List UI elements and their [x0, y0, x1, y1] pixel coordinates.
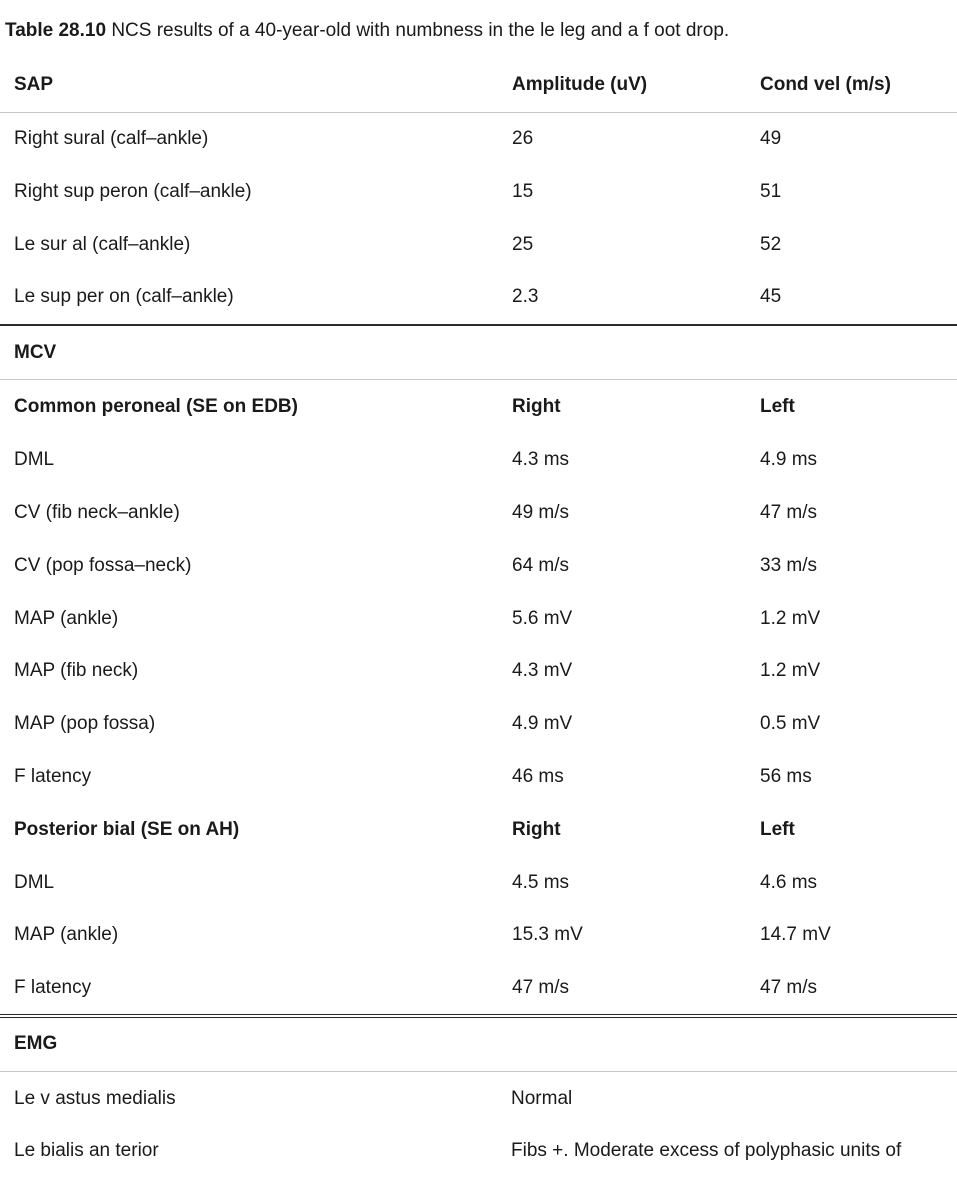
row-label: CV (fib neck–ankle) [14, 502, 180, 523]
right-value: 4.5 ms [512, 872, 570, 893]
muscle-label: Le v astus medialis [14, 1088, 176, 1109]
right-value: 5.6 mV [512, 608, 573, 629]
row-label: Le sup per on (calf–ankle) [14, 286, 234, 307]
muscle-label: Le bialis an terior [14, 1140, 159, 1161]
cond-vel-header: Cond vel (m/s) [760, 74, 891, 95]
right-value: 4.3 mV [512, 660, 573, 681]
left-value: 1.2 mV [760, 608, 821, 629]
left-value: 4.6 ms [760, 872, 818, 893]
cond-vel-value: 45 [760, 286, 782, 307]
section-divider [0, 1014, 957, 1018]
row-label: Right sural (calf–ankle) [14, 128, 209, 149]
row-label: F latency [14, 766, 92, 787]
divider [0, 1071, 957, 1072]
cond-vel-value: 49 [760, 128, 782, 149]
left-value: 4.9 ms [760, 449, 818, 470]
right-value: 49 m/s [512, 502, 570, 523]
amplitude-header: Amplitude (uV) [512, 74, 648, 95]
amplitude-value: 15 [512, 181, 534, 202]
left-value: 0.5 mV [760, 713, 821, 734]
right-value: 46 ms [512, 766, 564, 787]
right-header: Right [512, 819, 561, 840]
emg-finding: Fibs +. Moderate excess of polyphasic units of [511, 1140, 902, 1161]
right-value: 4.9 mV [512, 713, 573, 734]
row-label: Right sup peron (calf–ankle) [14, 181, 252, 202]
row-label: MAP (fib neck) [14, 660, 139, 681]
mcv-header-label: MCV [14, 342, 57, 363]
row-label: DML [14, 449, 55, 470]
left-header: Left [760, 396, 795, 417]
section-divider [0, 324, 957, 326]
right-value: 64 m/s [512, 555, 570, 576]
emg-finding: Normal [511, 1088, 573, 1109]
amplitude-value: 25 [512, 234, 534, 255]
row-label: Le sur al (calf–ankle) [14, 234, 191, 255]
peroneal-header-label: Common peroneal (SE on EDB) [14, 396, 298, 417]
cond-vel-value: 52 [760, 234, 782, 255]
left-value: 47 m/s [760, 502, 818, 523]
divider [0, 379, 957, 380]
row-label: MAP (pop fossa) [14, 713, 156, 734]
left-value: 47 m/s [760, 977, 818, 998]
tibial-header-label: Posterior bial (SE on AH) [14, 819, 240, 840]
right-header: Right [512, 396, 561, 417]
cond-vel-value: 51 [760, 181, 782, 202]
emg-header-label: EMG [14, 1033, 58, 1054]
row-label: MAP (ankle) [14, 924, 119, 945]
left-value: 56 ms [760, 766, 812, 787]
right-value: 47 m/s [512, 977, 570, 998]
row-label: DML [14, 872, 55, 893]
right-value: 15.3 mV [512, 924, 583, 945]
row-label: MAP (ankle) [14, 608, 119, 629]
table-title: NCS results of a 40-year-old with numbness in the le leg and a f oot drop. [106, 20, 730, 41]
row-label: CV (pop fossa–neck) [14, 555, 192, 576]
right-value: 4.3 ms [512, 449, 570, 470]
amplitude-value: 26 [512, 128, 534, 149]
left-header: Left [760, 819, 795, 840]
row-label: F latency [14, 977, 92, 998]
amplitude-value: 2.3 [512, 286, 539, 307]
table-caption [5, 18, 729, 44]
divider [0, 112, 957, 113]
sap-header-label: SAP [14, 74, 54, 95]
table-number: Table 28.10 [5, 20, 107, 41]
left-value: 14.7 mV [760, 924, 831, 945]
left-value: 1.2 mV [760, 660, 821, 681]
left-value: 33 m/s [760, 555, 818, 576]
